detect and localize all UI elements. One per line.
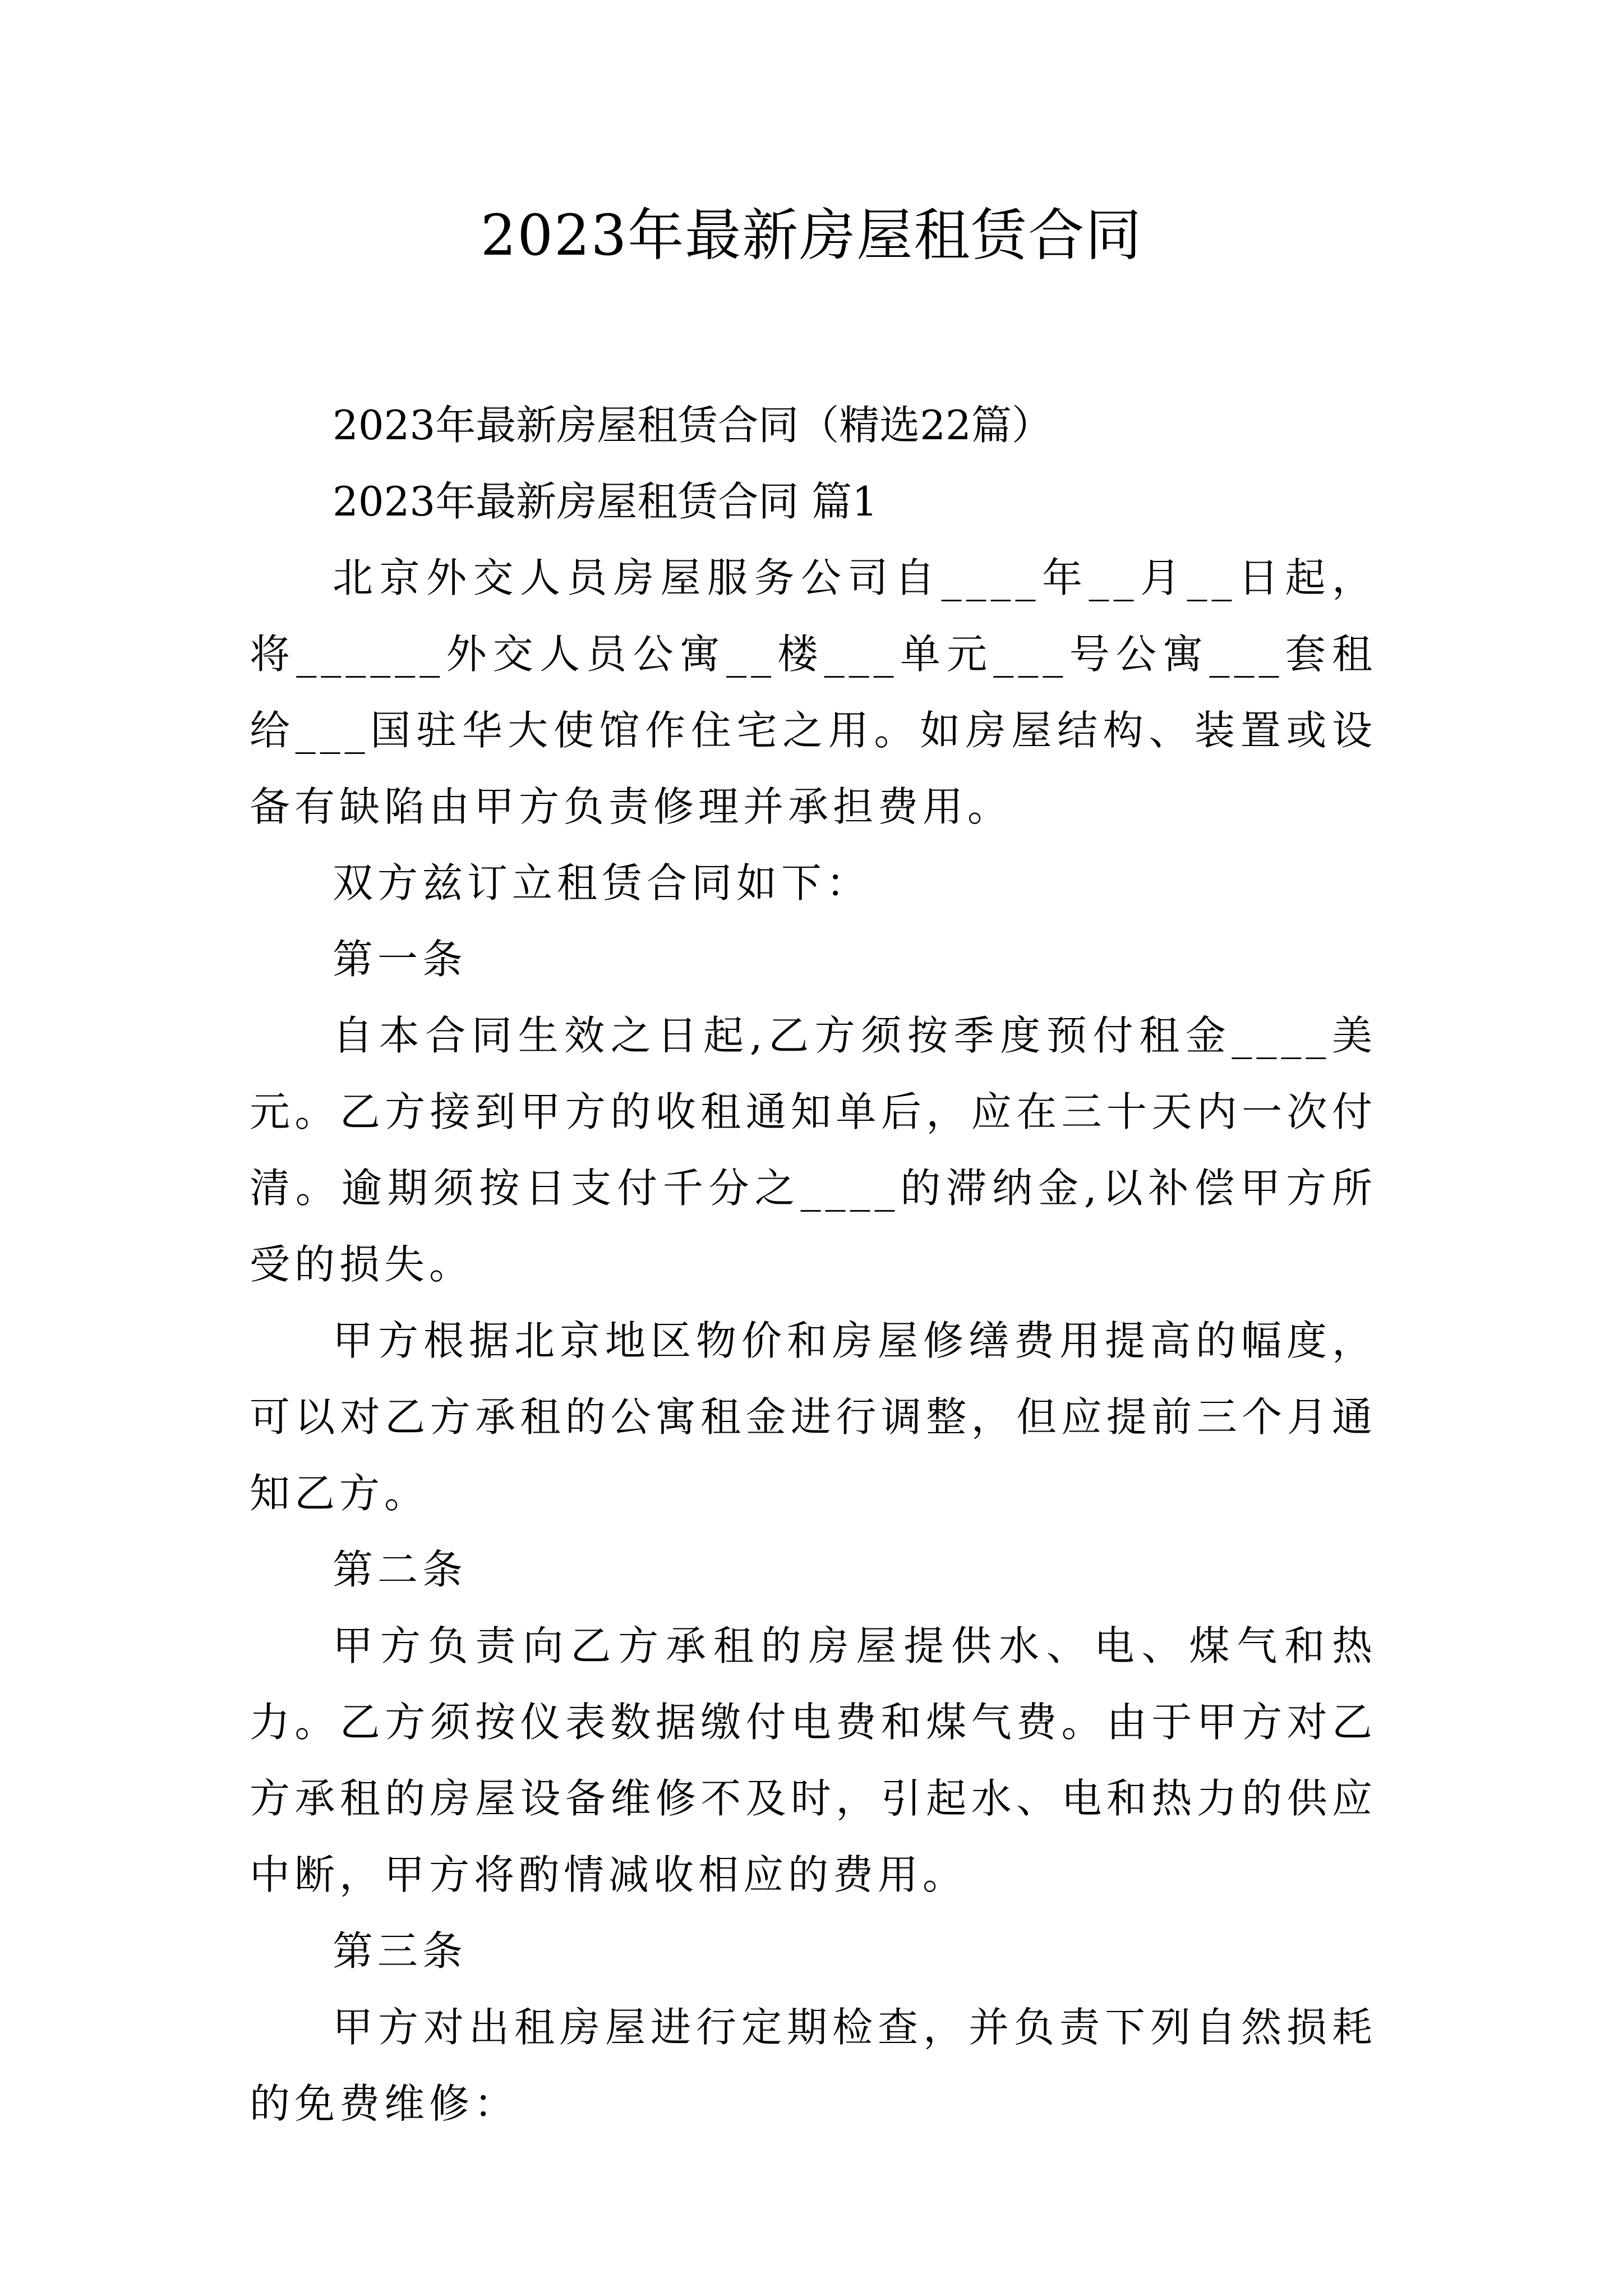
body-paragraph: 双方兹订立租赁合同如下：: [333, 859, 872, 907]
subtitle-paragraph: 2023年最新房屋租赁合同（精选22篇）: [333, 402, 1052, 449]
body-paragraph: 甲方根据北京地区物价和房屋修缮费用提高的幅度，可以对乙方承租的公寓租金进行调整，但应提前三个月通知乙方。: [250, 1317, 1377, 1517]
body-paragraph: 甲方对出租房屋进行定期检查，并负责下列自然损耗的免费维修：: [250, 2004, 1377, 2127]
article-heading: 第二条: [333, 1546, 468, 1593]
section-heading: 2023年最新房屋租赁合同 篇1: [333, 478, 878, 525]
document-title: 2023年最新房屋租赁合同: [480, 203, 1143, 268]
body-paragraph: 甲方负责向乙方承租的房屋提供水、电、煤气和热力。乙方须按仪表数据缴付电费和煤气费。由于甲方对乙方承租的房屋设备维修不及时，引起水、电和热力的供应中断，甲方将酌情减收相应的费用。: [250, 1622, 1377, 1898]
article-heading: 第一条: [333, 936, 468, 983]
body-paragraph: 自本合同生效之日起,乙方须按季度预付租金____美元。乙方接到甲方的收租通知单后，应在三十天内一次付清。逾期须按日支付千分之____的滞纳金,以补偿甲方所受的损失。: [250, 1012, 1377, 1288]
document-body: [250, 387, 1377, 2142]
body-paragraph: 北京外交人员房屋服务公司自____年__月__日起，将______外交人员公寓__楼___单元___号公寓___套租给___国驻华大使馆作住宅之用。如房屋结构、装置或设备有缺陷由甲方负责修理并承担费用。: [250, 554, 1377, 830]
article-heading: 第三条: [333, 1927, 468, 1975]
